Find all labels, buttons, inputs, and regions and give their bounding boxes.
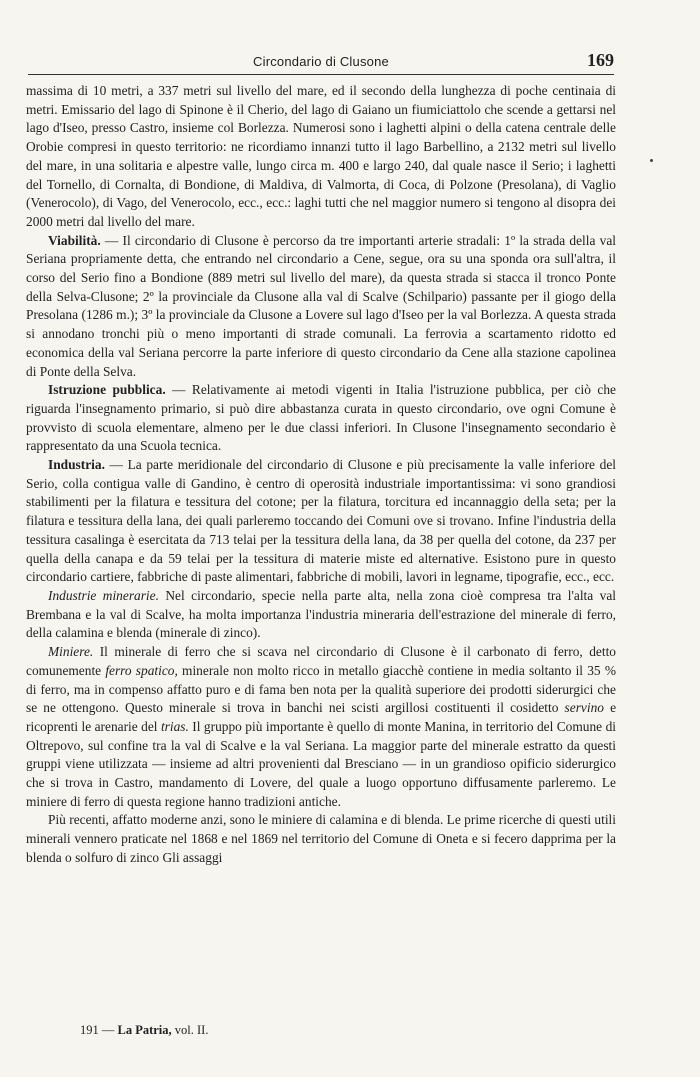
paragraph-text: Il gruppo più importante è quello di monte Manina, in territorio del Comune di Oltrepovo, sul confine tra la val di Scalve e la val Seriana. La maggior parte del minerale estratto da questi gruppi viene utilizzata — insieme ad altri provenienti dal Bresciano — in un grandioso opificio siderurgico che si trova in Castro, mandamento di Lovere, del quale a luogo opportuno diffusamente parleremo. Le miniere di ferro di questa regione hanno tradizioni antiche. — [26, 718, 616, 809]
paragraph-text: — Relativamente ai metodi vigenti in Italia l'istruzione pubblica, per ciò che riguarda l'insegnamento primario, si può dire abbastanza curata in questo circondario, ove ogni Comune è provvisto di scuola elementare, almeno per le due classi inferiori. In Clusone l'insegnamento secondario è rappresentato da una Scuola tecnica. — [26, 382, 616, 454]
paragraph-text: minerale non molto ricco in metallo giacchè contiene in media soltanto il 35 % di ferro, ma in compenso affatto puro e di fama ben nota per la qualità superiore dei prodotti siderurgici che se ne ottengono. Questo minerale si trova in banchi nei scisti argillosi costituenti il cosidetto — [26, 662, 616, 716]
section-keyword: Viabilità. — [48, 232, 101, 248]
italic-term: servino — [564, 700, 604, 716]
section-keyword: Istruzione pubblica. — [48, 382, 166, 398]
section-keyword: Industria. — [48, 457, 105, 473]
subsection-keyword: Miniere. — [48, 644, 94, 660]
body-text — [26, 82, 616, 868]
paragraph-text: Nel circondario, specie nella parte alta, nella zona cioè compresa tra l'alta val Brembana e la val di Scalve, ha molta importanza l'industria mineraria dell'estrazione del minerale di ferro, della calamina e blenda (minerale di zinco). — [26, 587, 616, 641]
margin-mark — [650, 159, 653, 162]
paragraph-industria — [26, 456, 616, 587]
running-header — [28, 50, 614, 75]
paragraph-text: Più recenti, affatto moderne anzi, sono le miniere di calamina e di blenda. Le prime ricerche di questi utili minerali vennero praticate nel 1868 e nel 1869 nel territorio del Comune di Oneta e si fecero dapprima per la blenda o solfuro di zinco Gli assaggi — [26, 812, 616, 865]
footer-volume: vol. II. — [171, 1023, 209, 1037]
paragraph-text: — Il circondario di Clusone è percorso da tre importanti arterie stradali: 1º la strada della val Seriana propriamente detta, che entrando nel circondario a Cene, segue, ora su una sponda ora sull'altra, il corso del Serio fino a Bondione (889 metri sul livello del mare), da questa strada si stacca il tronco Ponte della Selva-Clusone; 2º la provinciale da Clusone alla val di Scalve (Schilpario) passante per il giogo della Presolana (1286 m.); 3º la provinciale da Clusone a Lovere sul lago d'Iseo per la val Borlezza. A questa strada si annodano tronchi più o meno importanti di strade comunali. La ferrovia a scartamento ridotto ed economica della val Seriana percorre la parte inferiore di questo circondario da Cene alla stazione capolinea di Ponte della Selva. — [26, 232, 616, 379]
italic-term: trias. — [160, 718, 189, 734]
paragraph-viabilita — [26, 232, 616, 382]
paragraph-text: massima di 10 metri, a 337 metri sul livello del mare, ed il secondo della lunghezza di poche centinaia di metri. Emissario del lago di Spinone è il Cherio, del lago di Gaiano un fiumiciattolo che scende a gettarsi nel lago d'Iseo, presso Castro, insieme col Borlezza. Numerosi sono i laghetti alpini o della catena centrale delle Orobie compresi in questo territorio: ne ricordiamo innanzi tutto il lago Barbellino, a 2132 metri sul livello del mare, in una solitaria e alpestre valle, lungo circa m. 400 e largo 240, dal quale nasce il Serio; i laghetti del Tornello, di Cornalta, di Bondione, di Maldiva, di Valmorta, di Coca, di Polzone (Presolana), di Vaglio (Venerocolo), di Vago, del Venerocolo, ecc., ecc.: laghi tutti che nel maggior numero si tengono al disopra dei 2000 metri dal livello del mare. — [26, 83, 616, 229]
page-number: 169 — [587, 50, 614, 70]
signature-number: 191 — — [80, 1023, 115, 1037]
paragraph-calamina — [26, 811, 616, 867]
paragraph-lakes — [26, 82, 616, 232]
signature-footer — [80, 1023, 208, 1038]
header-title: Circondario di Clusone — [253, 54, 389, 69]
paragraph-istruzione — [26, 381, 616, 456]
italic-term: ferro spatico, — [105, 662, 178, 678]
paragraph-miniere — [26, 643, 616, 811]
subsection-keyword: Industrie minerarie. — [48, 587, 159, 603]
paragraph-industrie-minerarie — [26, 587, 616, 643]
paragraph-text: — La parte meridionale del circondario di Clusone e più precisamente la valle inferiore del Serio, colla contigua valle di Gandino, è centro di operosità industriale importantissima: vi sono grandiosi stabilimenti per la filatura e tessitura del cotone; per la filatura, torcitura ed incannaggio della seta; per la filatura e tessitura della lana, dei quali parleremo toccando dei Comuni ove si trovano. Infine l'industria della tessitura casalinga è esercitata da 713 telai per la tessitura della lana, da 38 per quella del cotone, da 237 per quella della canapa e da 59 telai per la tessitura di materie miste ed alternative. Esistono pure in questo circondario cartiere, fabbriche di paste alimentari, fabbriche di mobili, lavori in legname, tipografie, ecc., ecc. — [26, 457, 616, 585]
footer-title: La Patria, — [117, 1023, 172, 1037]
paragraph-text: Il minerale di ferro che si scava nel circondario di Clusone è il carbonato di ferro, detto comunemente — [26, 644, 616, 678]
paragraph-text: e ricoprenti le arenarie del — [26, 700, 617, 734]
